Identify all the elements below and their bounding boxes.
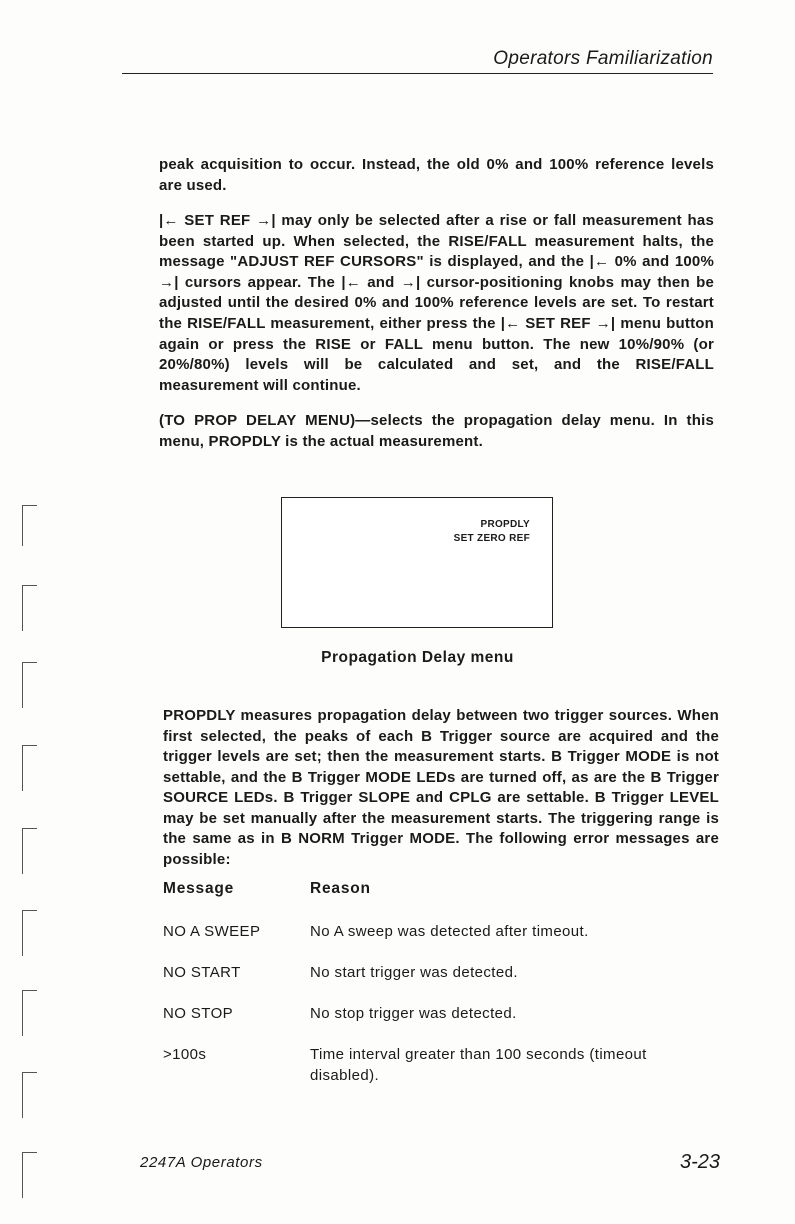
reason-cell: No stop trigger was detected.: [310, 1005, 517, 1022]
message-cell: NO STOP: [163, 1005, 234, 1022]
binding-edge-mark: [22, 585, 37, 631]
binding-edge-mark: [22, 910, 37, 956]
figure-caption: Propagation Delay menu: [321, 649, 514, 666]
binding-edge-mark: [22, 828, 37, 874]
binding-edge-mark: [22, 505, 37, 546]
paragraph-peak-acquisition: peak acquisition to occur. Instead, the old 0% and 100% reference levels are used.: [159, 156, 714, 194]
menu-item-propdly: PROPDLY: [480, 519, 530, 530]
binding-edge-mark: [22, 745, 37, 791]
page-header-title: Operators Familiarization: [493, 48, 713, 69]
paragraph-propdly-description: PROPDLY measures propagation delay between two trigger sources. When first selected, the peaks of each B Trigger source are acquired and the trigger levels are set; then the measurement starts. B Trigger MODE is not settable, and the B Trigger MODE LEDs are turned off, as are the B Trigger SOURCE LEDs. B Trigger SLOPE and CPLG are settable. B Trigger LEVEL may be set manually after the measurement starts. The triggering range is the same as in B NORM Trigger MODE. The following error messages are possible:: [163, 707, 719, 868]
binding-edge-mark: [22, 990, 37, 1036]
binding-edge-mark: [22, 1072, 37, 1118]
message-cell: NO A SWEEP: [163, 923, 261, 940]
reason-cell: Time interval greater than 100 seconds (timeout disabled).: [310, 1046, 647, 1084]
header-rule: [122, 73, 713, 74]
paragraph-prop-delay-menu: (TO PROP DELAY MENU)—selects the propagation delay menu. In this menu, PROPDLY is the actual measurement.: [159, 412, 714, 450]
table-header-reason: Reason: [310, 880, 371, 897]
message-cell: >100s: [163, 1046, 207, 1063]
binding-edge-mark: [22, 662, 37, 708]
propagation-delay-menu-figure: [281, 497, 553, 628]
binding-edge-mark: [22, 1152, 37, 1198]
footer-manual-title: 2247A Operators: [140, 1154, 263, 1171]
page-number: 3-23: [679, 1151, 720, 1173]
message-cell: NO START: [163, 964, 241, 981]
reason-cell: No A sweep was detected after timeout.: [310, 923, 589, 940]
menu-item-set-zero-ref: SET ZERO REF: [453, 533, 530, 544]
paragraph-set-ref: |← SET REF →| may only be selected after a rise or fall measurement has been started up. When selected, the RISE/FALL measurement halts, the message "ADJUST REF CURSORS" is displayed, and the |← 0% and 100% →| cursors appear. The |← and →| cursor-positioning knobs may then be adjusted until the desired 0% and 100% reference levels are set. To restart the RISE/FALL measurement, either press the |← SET REF →| menu button again or press the RISE or FALL menu button. The new 10%/90% (or 20%/80%) levels will be calculated and set, and the RISE/FALL measurement will continue.: [159, 212, 714, 394]
table-header-message: Message: [163, 880, 235, 897]
reason-cell: No start trigger was detected.: [310, 964, 518, 981]
